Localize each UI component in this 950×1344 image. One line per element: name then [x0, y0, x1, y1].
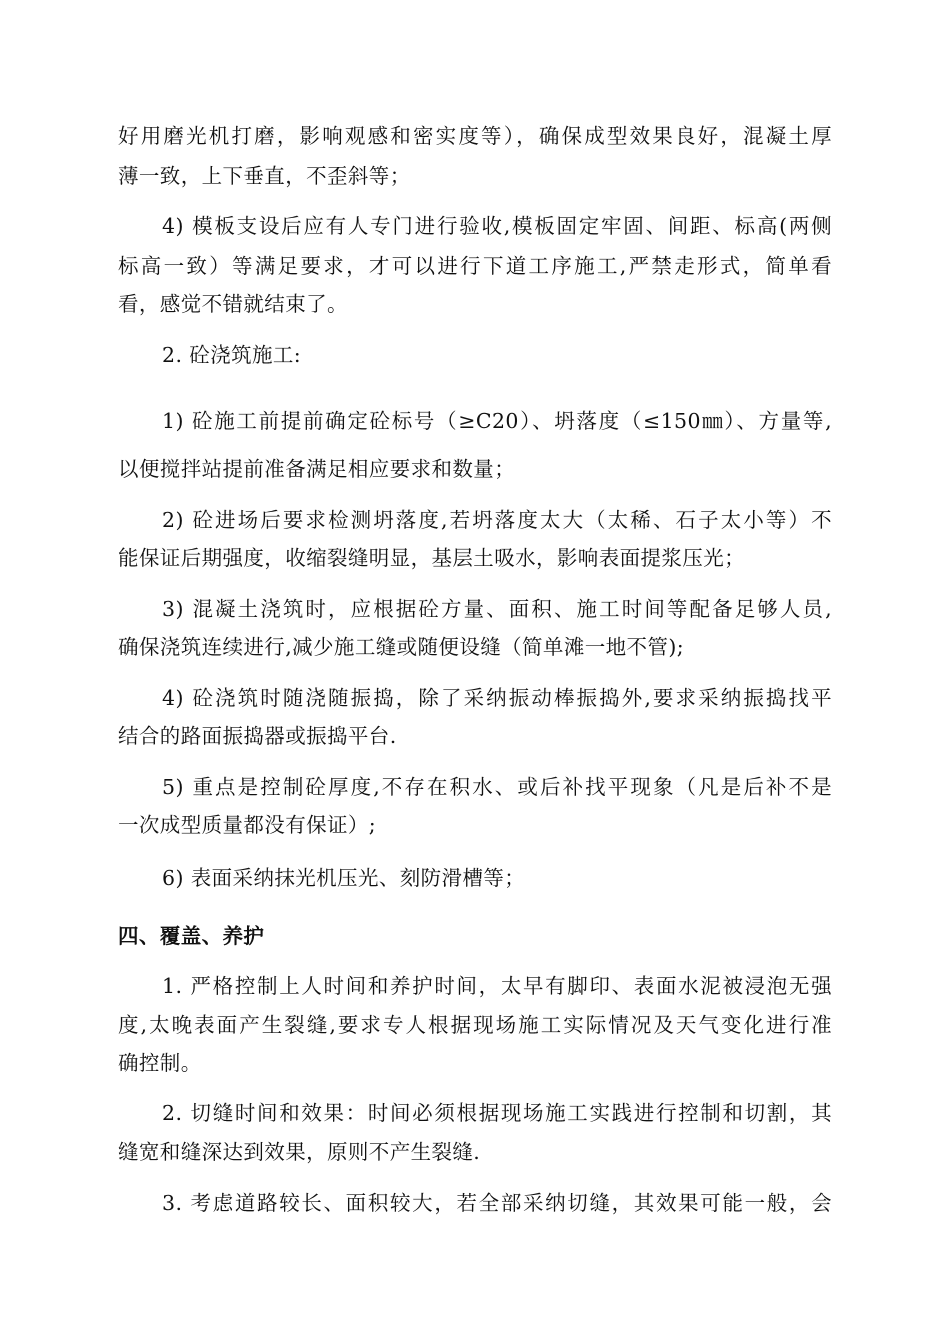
- paragraph-line: 标高一致）等满足要求，才可以进行下道工序施工,严禁走形式，简单看: [118, 254, 832, 278]
- paragraph-line: 结合的路面振捣器或振捣平台.: [118, 724, 397, 748]
- paragraph-line: 1) 砼施工前提前确定砼标号（≥C20）、坍落度（≤150㎜）、方量等,: [162, 409, 832, 433]
- paragraph-line: 2) 砼进场后要求检测坍落度,若坍落度太大（太稀、石子太小等）不: [162, 508, 832, 532]
- paragraph-line: 确控制。: [118, 1051, 202, 1075]
- paragraph-line: 缝宽和缝深达到效果，原则不产生裂缝.: [118, 1140, 481, 1164]
- paragraph-line: 5) 重点是控制砼厚度,不存在积水、或后补找平现象（凡是后补不是: [162, 775, 832, 799]
- paragraph-line: 一次成型质量都没有保证）;: [118, 813, 377, 837]
- paragraph-line: 薄一致，上下垂直，不歪斜等；: [118, 164, 411, 188]
- section-heading: 四、覆盖、养护: [118, 924, 265, 948]
- paragraph-line: 4) 砼浇筑时随浇随振捣，除了采纳振动棒振捣外,要求采纳振捣找平: [162, 686, 832, 710]
- paragraph-line: 看，感觉不错就结束了。: [118, 292, 348, 316]
- paragraph-line: 1. 严格控制上人时间和养护时间，太早有脚印、表面水泥被浸泡无强: [162, 974, 832, 998]
- paragraph-line: 好用磨光机打磨，影响观感和密实度等），确保成型效果良好，混凝土厚: [118, 124, 832, 148]
- paragraph-line: 4) 模板支设后应有人专门进行验收,模板固定牢固、间距、标高(两侧: [162, 214, 832, 238]
- paragraph-line: 以便搅拌站提前准备满足相应要求和数量；: [118, 457, 516, 481]
- paragraph-line: 6) 表面采纳抹光机压光、刻防滑槽等；: [162, 866, 526, 890]
- paragraph-line: 3) 混凝土浇筑时，应根据砼方量、面积、施工时间等配备足够人员,: [162, 597, 832, 621]
- paragraph-line: 确保浇筑连续进行,减少施工缝或随便设缝（简单滩一地不管);: [118, 635, 685, 659]
- paragraph-line: 度,太晚表面产生裂缝,要求专人根据现场施工实际情况及天气变化进行准: [118, 1013, 832, 1037]
- paragraph-line: 3. 考虑道路较长、面积较大，若全部采纳切缝，其效果可能一般，会: [162, 1191, 832, 1215]
- paragraph-line: 2. 切缝时间和效果：时间必须根据现场施工实践进行控制和切割，其: [162, 1101, 832, 1125]
- paragraph-line: 能保证后期强度，收缩裂缝明显，基层土吸水，影响表面提浆压光；: [118, 546, 745, 570]
- section-heading: 2. 砼浇筑施工:: [162, 343, 302, 367]
